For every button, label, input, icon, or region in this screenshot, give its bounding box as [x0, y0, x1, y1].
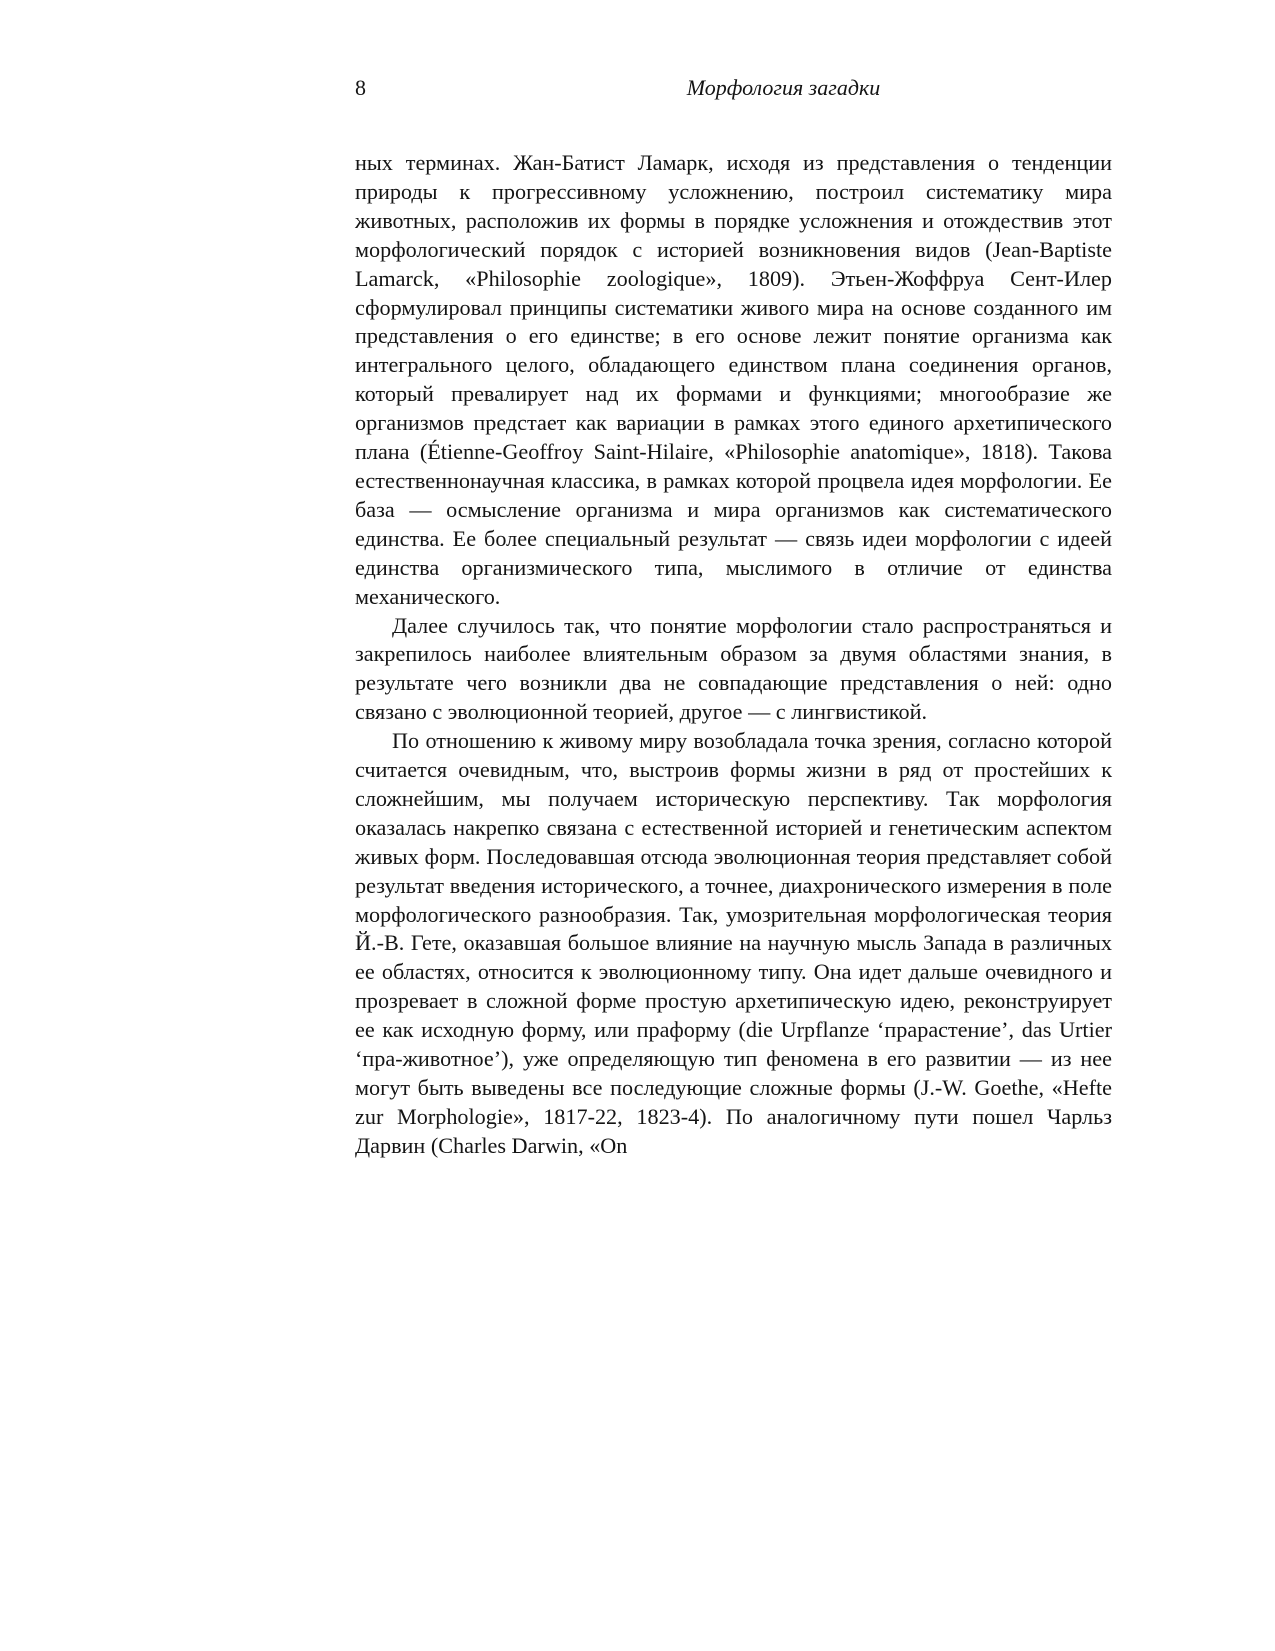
running-head — [355, 70, 1112, 106]
paragraph: ных терминах. Жан-Батист Ламарк, исходя из представления о тенденции природы к прогрессивному усложнению, построил систематику мира животных, расположив их формы в порядке усложнения и отождествив этот морфологический порядок с историей возникновения видов (Jean-Baptiste Lamarck, «Philosophie zoologique», 1809). Этьен-Жоффруа Сент-Илер сформулировал принципы систематики живого мира на основе созданного им представления о его единстве; в его основе лежит понятие организма как интегрального целого, обладающего единством плана соединения органов, который превалирует над их формами и функциями; многообразие же организмов предстает как вариации в рамках этого единого архетипического плана (Étienne-Geoffroy Saint-Hilaire, «Philosophie anatomique», 1818). Такова естественнонаучная классика, в рамках которой процвела идея морфологии. Ее база — осмысление организма и мира организмов как систематического единства. Ее более специальный результат — связь идеи морфологии с идеей единства организмического типа, мыслимого в отличие от единства механического. — [355, 150, 1112, 609]
paragraph: По отношению к живому миру возобладала точка зрения, согласно которой считается очевидным, что, выстроив формы жизни в ряд от простейших к сложнейшим, мы получаем историческую перспективу. Так морфология оказалась накрепко связана с естественной историей и генетическим аспектом живых форм. Последовавшая отсюда эволюционная теория представляет собой результат введения исторического, а точнее, диахронического измерения в поле морфологического разнообразия. Так, умозрительная морфологическая теория Й.-В. Гете, оказавшая большое влияние на научную мысль Запада в различных ее областях, относится к эволюционному типу. Она идет дальше очевидного и прозревает в сложной форме простую архетипическую идею, реконструирует ее как исходную форму, или праформу (die Urpflanze ‘прарастение’, das Urtier ‘пра-животное’), уже определяющую тип феномена в его развитии — из нее могут быть выведены все последующие сложные формы (J.-W. Goethe, «Hefte zur Morphologie», 1817-22, 1823-4). По аналогичному пути пошел Чарльз Дарвин (Charles Darwin, «On — [355, 728, 1112, 1158]
running-title: Морфология загадки — [686, 75, 881, 100]
paragraph: Далее случилось так, что понятие морфологии стало распространяться и закрепилось наиболее влиятельным образом за двумя областями знания, в результате чего возникли два не совпадающие представления о ней: одно связано с эволюционной теорией, другое — с лингвистикой. — [355, 612, 1112, 725]
page-number: 8 — [355, 75, 366, 100]
body-text — [355, 149, 1112, 1161]
